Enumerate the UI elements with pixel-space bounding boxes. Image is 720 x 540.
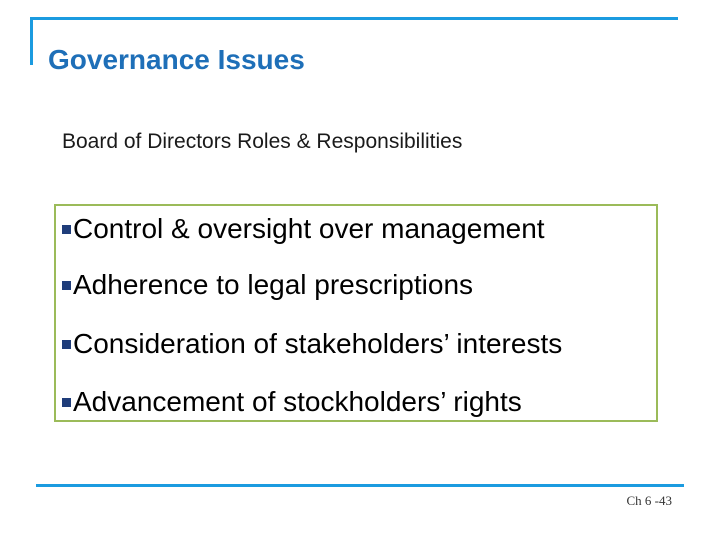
slide-title: Governance Issues	[48, 44, 305, 75]
bullet-box	[54, 204, 658, 422]
square-bullet-icon	[62, 281, 71, 290]
square-bullet-icon	[62, 225, 71, 234]
bottom-accent-rule	[36, 484, 684, 487]
square-bullet-icon	[62, 340, 71, 349]
bullet-text: Control & oversight over management	[73, 213, 545, 244]
left-accent-rule	[30, 17, 33, 65]
list-item	[62, 266, 473, 304]
bullet-text: Consideration of stakeholders’ interests	[73, 328, 563, 359]
list-item	[62, 210, 545, 248]
page-number: Ch 6 -43	[626, 493, 672, 508]
top-accent-rule	[30, 17, 678, 20]
bullet-text: Adherence to legal prescriptions	[73, 269, 474, 300]
square-bullet-icon	[62, 398, 71, 407]
slide-subtitle: Board of Directors Roles & Responsibilities	[62, 130, 463, 153]
list-item	[62, 383, 522, 421]
bullet-text: Advancement of stockholders’ rights	[73, 386, 522, 417]
list-item	[62, 325, 562, 363]
